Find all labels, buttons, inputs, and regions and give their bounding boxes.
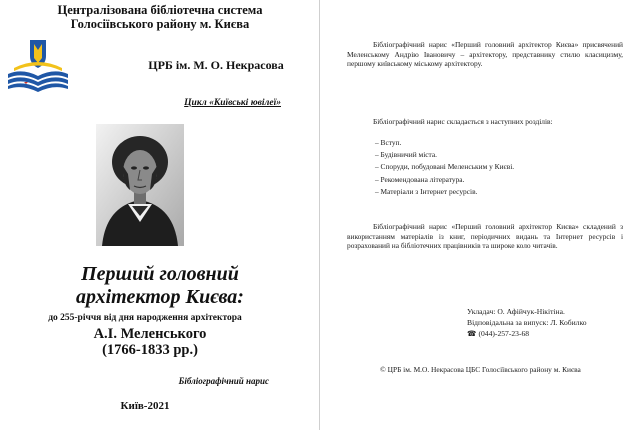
organization-line-1: Централізована бібліотечна система xyxy=(57,3,263,17)
cycle-label: Цикл «Київські ювілеї» xyxy=(184,98,281,108)
phone-line xyxy=(467,328,587,339)
sections-list xyxy=(375,137,514,198)
portrait-image xyxy=(96,124,184,246)
architect-info xyxy=(0,326,300,358)
library-name: ЦРБ ім. М. О. Некрасова xyxy=(148,58,284,72)
list-item: – Споруди, побудовані Меленським у Києві. xyxy=(375,161,514,173)
subtitle: до 255-річчя від дня народження архітектора xyxy=(48,313,242,323)
intro-paragraph: Бібліографічний нарис «Перший головний архітектор Києва» присвячений Меленському Андрію Івановичу – архітектору, представнику стилю класицизму, першому київському міському архітектору. xyxy=(347,40,623,69)
architect-years: (1766-1833 рр.) xyxy=(102,342,198,358)
phone-icon: ☎ xyxy=(467,329,477,338)
list-item: – Будівничий міста. xyxy=(375,149,514,161)
sections-lead: Бібліографічний нарис складається з наступних розділів: xyxy=(373,117,553,126)
organization-header xyxy=(0,3,320,31)
main-title-line-1: Перший головний xyxy=(81,263,239,285)
list-item: – Рекомендована література. xyxy=(375,174,514,186)
city-year: Київ-2021 xyxy=(120,400,170,412)
document-type: Бібліографічний нарис xyxy=(178,376,269,386)
organization-line-2: Голосіївського району м. Києва xyxy=(70,17,250,31)
credits xyxy=(467,306,587,339)
logo-accent xyxy=(24,82,28,84)
list-item: – Матеріали з Інтернет ресурсів. xyxy=(375,186,514,198)
phone-number: (044)-257-23-68 xyxy=(478,329,530,338)
copyright: © ЦРБ ім. М.О. Некрасова ЦБС Голосіївського району м. Києва xyxy=(380,365,581,374)
architect-name: А.І. Меленського xyxy=(93,326,207,342)
compiler: Укладач: О. Афійчук-Нікітіна. xyxy=(467,307,565,316)
main-title xyxy=(0,263,320,309)
list-item: – Вступ. xyxy=(375,137,514,149)
sources-paragraph: Бібліографічний нарис «Перший головний архітектор Києва» складений з використанням матеріалів із книг, періодичних видань та Інтернет ресурсів і розрахований на бібліотечних працівників та широке коло читачів. xyxy=(347,222,623,251)
responsible-person: Відповідальна за випуск: Л. Кобилко xyxy=(467,318,587,327)
main-title-line-2: архітектор Києва: xyxy=(76,286,244,308)
right-page xyxy=(321,0,640,430)
